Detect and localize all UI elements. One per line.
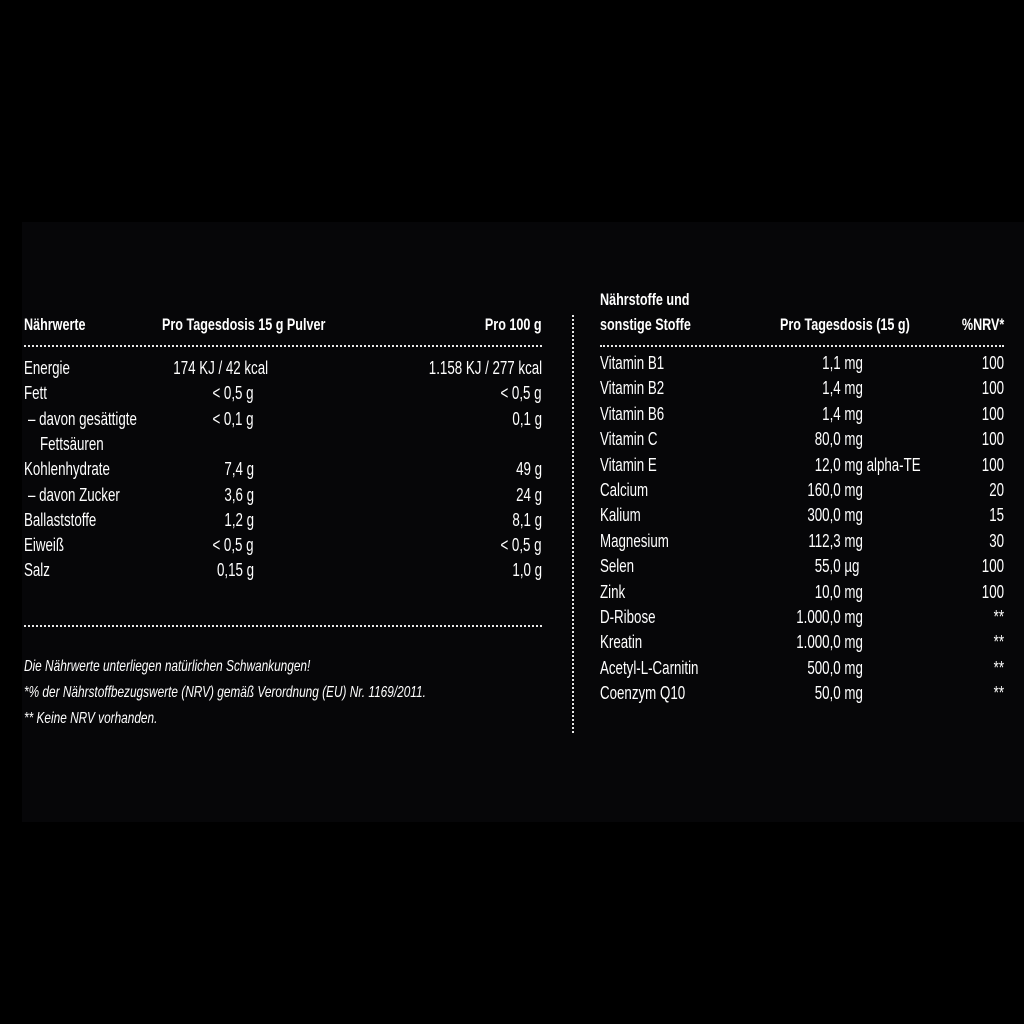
amount-unit: mg: [840, 505, 863, 526]
left-row-per-dose: 1,2 g: [224, 509, 254, 530]
left-row-name: Eiweiß: [24, 535, 64, 556]
right-row-amount: [780, 556, 887, 577]
left-header-per-dose: Pro Tagesdosis 15 g Pulver: [162, 315, 326, 334]
amount-unit: mg: [840, 607, 863, 627]
right-row-amount: [780, 480, 892, 501]
left-row-per-100: < 0,5 g: [500, 535, 542, 556]
right-header-name-line2: sonstige Stoffe: [600, 315, 691, 334]
amount-value: 10,0: [814, 581, 841, 602]
right-row-nrv: 100: [981, 429, 1004, 450]
right-row-nrv: 100: [981, 581, 1004, 602]
right-row-amount: [780, 683, 892, 704]
left-row-name: Fett: [24, 383, 47, 404]
right-row-amount: [780, 658, 892, 679]
right-row-name: Magnesium: [600, 530, 669, 551]
footnote-fluctuation: Die Nährwerte unterliegen natürlichen Schwankungen!: [24, 658, 311, 675]
left-bottom-divider: [24, 625, 542, 627]
left-row-per-dose: 7,4 g: [224, 459, 254, 480]
left-row-per-100: 1,0 g: [512, 560, 542, 581]
right-row-nrv: **: [993, 632, 1004, 653]
amount-value: 300,0: [807, 505, 841, 526]
right-row-name: Kreatin: [600, 632, 643, 653]
amount-unit: µg: [840, 556, 860, 577]
left-row-per-dose: 0,15 g: [216, 560, 254, 581]
right-row-name: Calcium: [600, 480, 649, 500]
right-row-name: Vitamin E: [600, 454, 657, 475]
right-row-name: Selen: [600, 556, 635, 577]
right-row-amount: [780, 531, 892, 552]
right-row-amount: [780, 582, 892, 603]
right-row-nrv: 100: [981, 378, 1004, 399]
left-header-per-100: Pro 100 g: [485, 315, 542, 334]
right-row-nrv: 30: [989, 530, 1004, 551]
left-row-per-100: < 0,5 g: [500, 383, 542, 404]
amount-value: 1,4: [822, 403, 841, 424]
right-row-amount: [780, 353, 892, 374]
left-row-name: Ballaststoffe: [24, 509, 97, 530]
amount-value: 12,0: [814, 454, 841, 475]
footnote-nrv: *% der Nährstoffbezugswerte (NRV) gemäß Verordnung (EU) Nr. 1169/2011.: [24, 684, 426, 701]
right-row-nrv: **: [993, 657, 1004, 678]
right-row-amount: [780, 378, 892, 399]
right-row-name: Vitamin B2: [600, 378, 665, 399]
left-row-per-dose: < 0,5 g: [212, 383, 254, 404]
amount-value: 500,0: [807, 657, 841, 678]
amount-value: 1,4: [822, 378, 841, 399]
left-row-per-100: 1.158 KJ / 277 kcal: [428, 358, 542, 378]
right-row-nrv: 100: [981, 556, 1004, 577]
right-row-name: Coenzym Q10: [600, 683, 686, 704]
left-row-name: Kohlenhydrate: [24, 459, 110, 480]
amount-unit: mg: [840, 683, 863, 704]
amount-unit: mg: [840, 632, 863, 653]
column-divider: [572, 315, 574, 733]
amount-value: 80,0: [814, 429, 841, 450]
right-header-nrv: %NRV*: [961, 315, 1004, 334]
right-row-amount: [780, 429, 892, 450]
left-row-name: Salz: [24, 560, 50, 581]
right-header-divider: [600, 345, 1004, 347]
amount-unit: mg: [840, 530, 863, 551]
right-row-amount: [780, 632, 892, 653]
left-row-name: Energie: [24, 358, 70, 378]
right-row-name: Vitamin C: [600, 429, 658, 450]
right-row-nrv: **: [993, 607, 1004, 627]
right-row-nrv: **: [993, 683, 1004, 704]
amount-unit: mg: [840, 657, 863, 678]
left-header-divider: [24, 345, 542, 347]
left-row-per-dose: < 0,1 g: [212, 408, 254, 429]
right-row-nrv: 100: [981, 403, 1004, 424]
left-row-name: – davon Zucker: [28, 484, 120, 505]
amount-value: 55,0: [814, 556, 841, 577]
amount-value: 160,0: [807, 480, 841, 500]
right-header-name-line1: Nährstoffe und: [600, 290, 690, 309]
amount-unit: mg: [840, 429, 863, 450]
left-row-per-100: 49 g: [516, 459, 542, 480]
amount-value: 1.000,0: [796, 607, 841, 627]
amount-value: 50,0: [814, 683, 841, 704]
left-row-per-dose: 174 KJ / 42 kcal: [173, 358, 269, 378]
left-row-name: – davon gesättigte: [28, 408, 137, 429]
left-row-per-dose: < 0,5 g: [212, 535, 254, 556]
right-row-nrv: 15: [989, 505, 1004, 526]
right-row-amount: [780, 505, 892, 526]
left-row-per-100: 24 g: [516, 484, 542, 505]
left-row-per-dose: 3,6 g: [224, 484, 254, 505]
amount-value: 1.000,0: [796, 632, 841, 653]
right-row-nrv: 100: [981, 353, 1004, 373]
amount-unit: mg: [840, 378, 863, 399]
right-row-amount: [780, 404, 892, 425]
amount-value: 1,1: [822, 353, 841, 373]
right-row-amount: [780, 607, 892, 628]
footnote-no-nrv: ** Keine NRV vorhanden.: [24, 710, 158, 727]
amount-unit: mg: [840, 353, 863, 373]
right-row-nrv: 20: [989, 480, 1004, 500]
amount-unit: mg: [840, 403, 863, 424]
amount-unit: mg: [840, 480, 863, 500]
right-row-name: Vitamin B6: [600, 403, 665, 424]
right-header-per-dose: Pro Tagesdosis (15 g): [780, 315, 910, 334]
amount-unit: mg alpha-TE: [840, 454, 921, 475]
right-row-name: Kalium: [600, 505, 641, 526]
amount-unit: mg: [840, 581, 863, 602]
right-row-name: Acetyl-L-Carnitin: [600, 657, 699, 678]
left-row-per-100: 8,1 g: [512, 509, 542, 530]
right-row-nrv: 100: [981, 454, 1004, 475]
left-row-name-cont: Fettsäuren: [40, 433, 104, 454]
left-header-name: Nährwerte: [24, 315, 86, 334]
left-row-per-100: 0,1 g: [512, 408, 542, 429]
amount-value: 112,3: [808, 530, 841, 551]
right-row-name: D-Ribose: [600, 607, 656, 627]
right-row-name: Zink: [600, 581, 626, 602]
right-row-name: Vitamin B1: [600, 353, 665, 373]
